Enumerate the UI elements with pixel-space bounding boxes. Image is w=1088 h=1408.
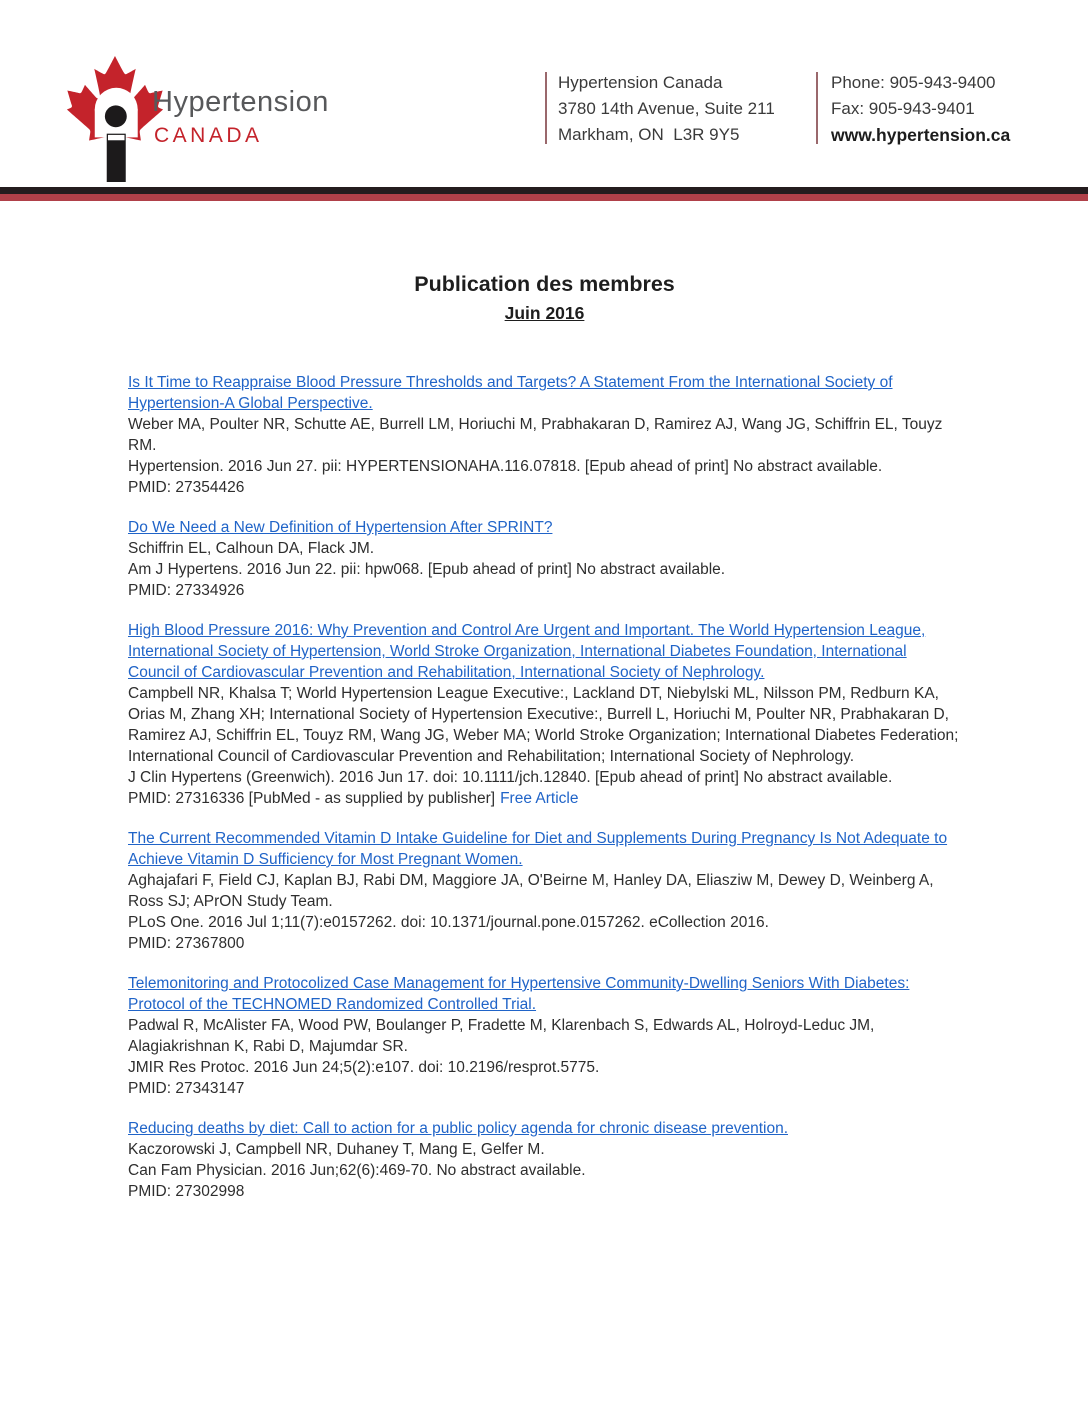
publication-list xyxy=(128,372,961,1202)
publication-authors: Aghajafari F, Field CJ, Kaplan BJ, Rabi DM, Maggiore JA, O'Beirne M, Hanley DA, Eliasziw M, Dewey D, Weinberg A, Ross SJ; APrON Study Team. xyxy=(128,872,934,910)
publication-authors: Weber MA, Poulter NR, Schutte AE, Burrell LM, Horiuchi M, Prabhakaran D, Ramirez AJ, Wang JG, Schiffrin EL, Touyz RM. xyxy=(128,416,943,454)
header-divider-left xyxy=(545,72,547,144)
publication-pmid: PMID: 27334926 xyxy=(128,582,245,599)
publication-pmid: PMID: 27343147 xyxy=(128,1080,245,1097)
publication-citation: Hypertension. 2016 Jun 27. pii: HYPERTENSIONAHA.116.07818. [Epub ahead of print] No abstract available. xyxy=(128,458,883,475)
publication-title-link[interactable]: The Current Recommended Vitamin D Intake Guideline for Diet and Supplements During Pregnancy Is Not Adequate to Achieve Vitamin D Sufficiency for Most Pregnant Women. xyxy=(128,830,948,868)
page-title: Publication des membres xyxy=(414,272,675,296)
page-content xyxy=(128,272,961,1221)
publication-entry xyxy=(128,828,961,954)
publication-entry xyxy=(128,372,961,498)
publication-pmid: PMID: 27302998 xyxy=(128,1183,245,1200)
brand-country: CANADA xyxy=(154,124,263,147)
header-divider-right xyxy=(816,72,818,144)
address-block xyxy=(558,70,775,148)
publication-entry xyxy=(128,973,961,1099)
publication-entry xyxy=(128,620,961,809)
publication-entry xyxy=(128,517,961,601)
brand-logo xyxy=(62,56,362,174)
publication-authors: Schiffrin EL, Calhoun DA, Flack JM. xyxy=(128,540,375,557)
publication-authors: Kaczorowski J, Campbell NR, Duhaney T, Mang E, Gelfer M. xyxy=(128,1141,545,1158)
accent-bar-black xyxy=(0,187,1088,194)
brand-name: Hypertension xyxy=(152,86,329,118)
address-org: Hypertension Canada xyxy=(558,73,723,92)
website-text: www.hypertension.ca xyxy=(831,125,1011,145)
publication-pmid: PMID: 27367800 xyxy=(128,935,245,952)
publication-title-link[interactable]: Is It Time to Reappraise Blood Pressure Thresholds and Targets? A Statement From the International Society of Hypertension-A Global Perspective. xyxy=(128,374,893,412)
address-city: Markham, ON L3R 9Y5 xyxy=(558,125,740,144)
publication-pmid: PMID: 27316336 [PubMed - as supplied by publisher] xyxy=(128,790,496,807)
publication-title-link[interactable]: Do We Need a New Definition of Hypertension After SPRINT? xyxy=(128,519,553,536)
publication-entry xyxy=(128,1118,961,1202)
address-street: 3780 14th Avenue, Suite 211 xyxy=(558,99,775,118)
publication-citation: Am J Hypertens. 2016 Jun 22. pii: hpw068. [Epub ahead of print] No abstract available. xyxy=(128,561,726,578)
accent-bar xyxy=(0,187,1088,201)
phone-line: Phone: 905-943-9400 xyxy=(831,73,996,92)
publication-citation: Can Fam Physician. 2016 Jun;62(6):469-70. No abstract available. xyxy=(128,1162,586,1179)
publication-title-link[interactable]: Telemonitoring and Protocolized Case Management for Hypertensive Community-Dwelling Seniors With Diabetes: Protocol of the TECHNOMED Randomized Controlled Trial. xyxy=(128,975,910,1013)
brand-wordmark xyxy=(152,86,329,148)
free-article-link[interactable]: Free Article xyxy=(500,790,579,807)
publication-pmid: PMID: 27354426 xyxy=(128,479,245,496)
publication-citation: PLoS One. 2016 Jul 1;11(7):e0157262. doi: 10.1371/journal.pone.0157262. eCollection 2016. xyxy=(128,914,769,931)
publication-citation: J Clin Hypertens (Greenwich). 2016 Jun 17. doi: 10.1111/jch.12840. [Epub ahead of print] No abstract available. xyxy=(128,769,893,786)
accent-bar-red xyxy=(0,194,1088,201)
publication-authors: Padwal R, McAlister FA, Wood PW, Boulanger P, Fradette M, Klarenbach S, Edwards AL, Holroyd-Leduc JM, Alagiakrishnan K, Rabi D, Majumdar SR. xyxy=(128,1017,875,1055)
contact-block xyxy=(831,70,1010,148)
publication-title-link[interactable]: Reducing deaths by diet: Call to action for a public policy agenda for chronic disease prevention. xyxy=(128,1120,789,1137)
publication-title-link[interactable]: High Blood Pressure 2016: Why Prevention and Control Are Urgent and Important. The World Hypertension League, International Society of Hypertension, World Stroke Organization, International Diabetes Foundation, International Council of Cardiovascular Prevention and Rehabilitation, International Society of Nephrology. xyxy=(128,622,926,681)
publication-authors: Campbell NR, Khalsa T; World Hypertension League Executive:, Lackland DT, Niebylski ML, Nilsson PM, Redburn KA, Orias M, Zhang XH; International Society of Hypertension Executive:, Burrell L, Horiuchi M, Poulter NR, Prabhakaran D, Ramirez AJ, Schiffrin EL, Touyz RM, Wang JG, Weber MA; World Stroke Organization; International Diabetes Federation; International Council of Cardiovascular Prevention and Rehabilitation; International Society of Nephrology. xyxy=(128,685,959,765)
page-subtitle: Juin 2016 xyxy=(504,303,585,323)
fax-line: Fax: 905-943-9401 xyxy=(831,99,975,118)
publication-citation: JMIR Res Protoc. 2016 Jun 24;5(2):e107. doi: 10.2196/resprot.5775. xyxy=(128,1059,600,1076)
